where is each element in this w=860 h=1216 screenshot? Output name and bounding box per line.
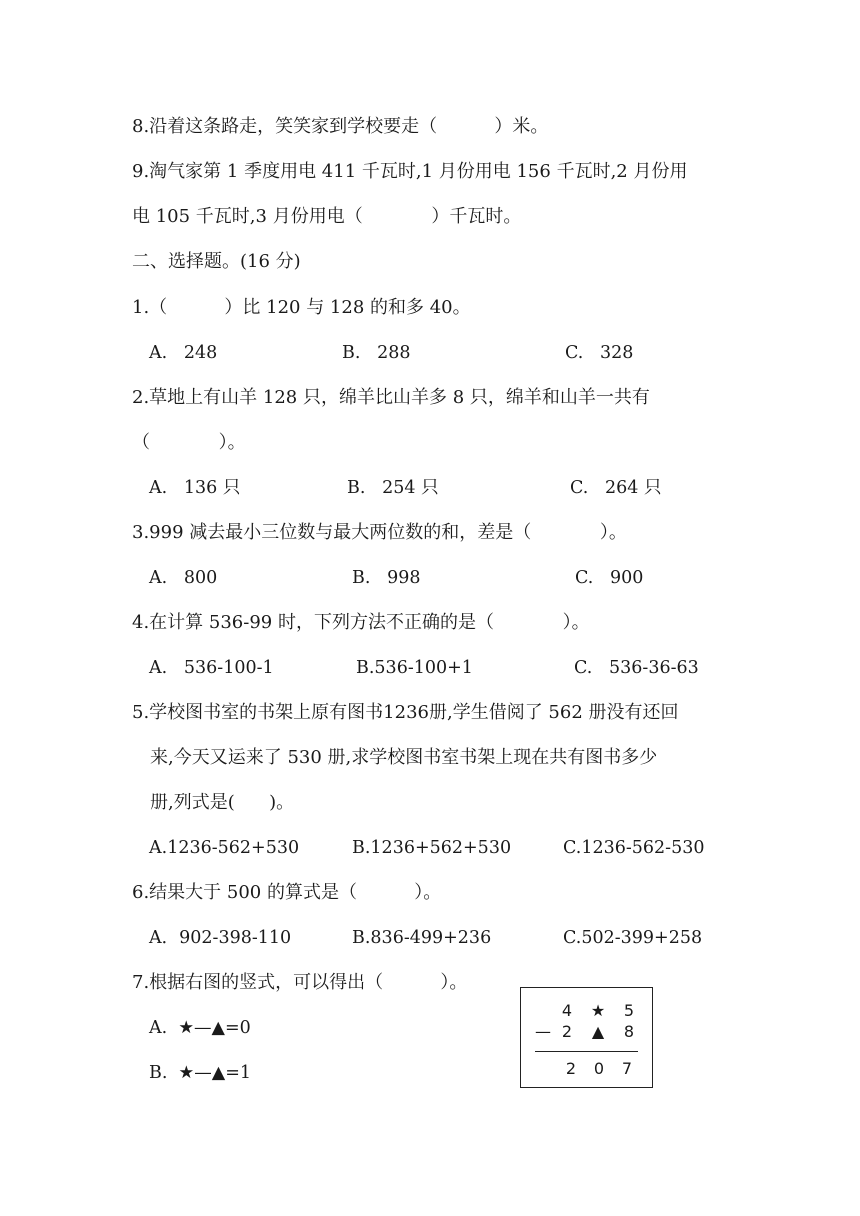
calc-digit: 5: [623, 1001, 635, 1020]
star-symbol: ★: [590, 1001, 606, 1020]
choice-question-6-option-a: A．902-398-110: [149, 928, 292, 948]
choice-question-4-stem: 4.在计算 536-99 时，下列方法不正确的是（ ）。: [132, 612, 590, 633]
choice-question-7-option-a: A. ★—▲=0: [149, 1018, 251, 1038]
calc-divider-line: [535, 1051, 638, 1052]
calc-digit: 4: [561, 1001, 573, 1020]
triangle-symbol: ▲: [591, 1022, 605, 1041]
choice-question-5-stem-line-2: 来,今天又运来了 530 册,求学校图书室书架上现在共有图书多少: [150, 747, 658, 768]
question-8: 8.沿着这条路走，笑笑家到学校要走（ ）米。: [132, 116, 549, 137]
choice-question-5-stem-line-1: 5.学校图书室的书架上原有图书1236册,学生借阅了 562 册没有还回: [132, 702, 679, 723]
question-9-line-1: 9.淘气家第 1 季度用电 411 千瓦时,1 月份用电 156 千瓦时,2 月份用: [132, 161, 688, 182]
choice-question-5-stem-line-3: 册,列式是( )。: [150, 792, 295, 813]
choice-question-4-option-b: B.536-100+1: [356, 658, 473, 678]
choice-question-6-option-b: B.836-499+236: [352, 928, 492, 948]
choice-question-5-option-a: A.1236-562+530: [149, 838, 300, 858]
calc-result-row: [521, 1059, 652, 1081]
calc-digit: 7: [621, 1059, 633, 1078]
minus-sign: —: [535, 1022, 551, 1041]
question-9-line-2: 电 105 千瓦时,3 月份用电（ ）千瓦时。: [132, 206, 522, 227]
choice-question-3-stem: 3.999 减去最小三位数与最大两位数的和，差是（ ）。: [132, 522, 627, 543]
choice-question-3-option-a: A. 800: [149, 568, 218, 588]
calc-digit: 2: [565, 1059, 577, 1078]
choice-question-1-stem: 1.（ ）比 120 与 128 的和多 40。: [132, 297, 471, 318]
choice-question-4-option-a: A. 536-100-1: [149, 658, 274, 678]
choice-question-1-option-b: B. 288: [342, 343, 411, 363]
calc-digit: 8: [623, 1022, 635, 1041]
choice-question-2-option-c: C. 264 只: [570, 478, 662, 498]
choice-question-5-option-c: C.1236-562-530: [563, 838, 705, 858]
choice-question-1-option-c: C. 328: [565, 343, 634, 363]
choice-question-6-stem: 6.结果大于 500 的算式是（ ）。: [132, 882, 442, 903]
choice-question-2-option-a: A. 136 只: [149, 478, 241, 498]
choice-question-2-option-b: B. 254 只: [347, 478, 439, 498]
section-title: 二、选择题。(16 分): [132, 251, 301, 272]
calc-subtrahend-row: [521, 1022, 652, 1044]
calc-minuend-row: [521, 1001, 652, 1023]
choice-question-2-stem-line-2: （ ）。: [132, 432, 246, 453]
calc-digit: 2: [561, 1022, 573, 1041]
choice-question-3-option-c: C. 900: [575, 568, 644, 588]
choice-question-4-option-c: C. 536-36-63: [574, 658, 699, 678]
choice-question-5-option-b: B.1236+562+530: [352, 838, 512, 858]
choice-question-7-stem: 7.根据右图的竖式，可以得出（ ）。: [132, 972, 468, 993]
vertical-calculation-box: [520, 987, 653, 1088]
choice-question-2-stem-line-1: 2.草地上有山羊 128 只，绵羊比山羊多 8 只，绵羊和山羊一共有: [132, 387, 650, 408]
choice-question-3-option-b: B. 998: [352, 568, 421, 588]
calc-digit: 0: [593, 1059, 605, 1078]
choice-question-7-option-b: B. ★—▲=1: [149, 1063, 251, 1083]
choice-question-6-option-c: C.502-399+258: [563, 928, 703, 948]
choice-question-1-option-a: A. 248: [149, 343, 218, 363]
